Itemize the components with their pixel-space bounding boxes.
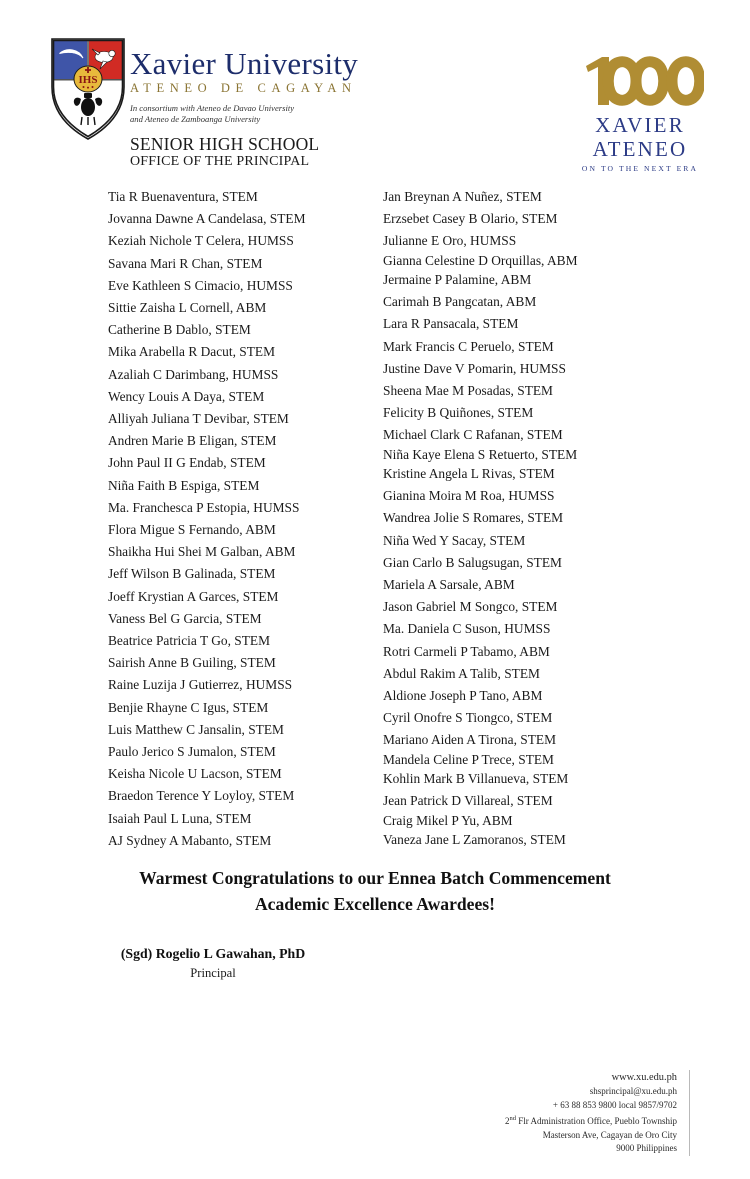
awardee-name-row: Lara R Pansacala, STEM: [383, 316, 519, 332]
awardee-name-row: Abdul Rakim A Talib, STEM: [383, 665, 540, 681]
awardee-name-row: Mark Francis C Peruelo, STEM: [383, 338, 554, 354]
footer-address-line-1: [347, 1112, 677, 1129]
awardee-name-row: Niña Faith B Espiga, STEM: [108, 477, 260, 493]
awardee-name-row: Tia R Buenaventura, STEM: [108, 189, 258, 204]
awardee-name-row: Joeff Krystian A Garces, STEM: [108, 588, 279, 604]
awardees-left-column: [108, 186, 380, 852]
congratulations-line-1: Warmest Congratulations to our Ennea Batch Commencement: [139, 868, 611, 888]
awardee-name-row: Ma. Franchesca P Estopia, HUMSS: [108, 499, 300, 515]
awardee-name-row: Gianna Celestine D Orquillas, ABM: [383, 252, 578, 268]
awardee-name-row: Sittie Zaisha L Cornell, ABM: [108, 300, 267, 316]
awardee-name-row: Aldione Joseph P Tano, ABM: [383, 688, 543, 704]
awardee-name-row: Sheena Mae M Posadas, STEM: [383, 383, 553, 399]
awardee-name-row: Mandela Celine P Trece, STEM: [383, 751, 554, 767]
awardee-name-row: Andren Marie B Eligan, STEM: [108, 433, 277, 449]
signatory-role: Principal: [190, 965, 236, 980]
awardee-name-row: Justine Dave V Pomarin, HUMSS: [383, 360, 566, 376]
department-title: SENIOR HIGH SCHOOL: [130, 133, 320, 154]
signatory-name: (Sgd) Rogelio L Gawahan, PhD: [120, 946, 306, 961]
awardee-name-row: Isaiah Paul L Luna, STEM: [108, 810, 252, 826]
centennial-tagline: ON TO THE NEXT ERA: [581, 164, 699, 174]
awardee-name-row: Wandrea Jolie S Romares, STEM: [383, 510, 564, 526]
awardee-name-row: Michael Clark C Rafanan, STEM: [383, 427, 563, 443]
awardee-name-row: Felicity B Quiñones, STEM: [383, 405, 534, 421]
centennial-name-line-1: XAVIER: [595, 113, 685, 137]
address-ordinal-suffix: nd: [509, 1115, 516, 1123]
awardee-name-row: Gian Carlo B Salugsugan, STEM: [383, 554, 562, 570]
awardee-name-row: Benjie Rhayne C Igus, STEM: [108, 699, 269, 715]
letterhead-header: [0, 30, 750, 175]
awardee-name-row: Jason Gabriel M Songco, STEM: [383, 599, 558, 615]
centennial-logo: [565, 50, 715, 173]
footer-website[interactable]: www.xu.edu.ph: [611, 1072, 677, 1083]
awardee-name-row: Mika Arabella R Dacut, STEM: [108, 344, 275, 360]
awardee-name-row: Mariela A Sarsale, ABM: [383, 577, 515, 593]
awardee-name-row: Keisha Nicole U Lacson, STEM: [108, 766, 282, 782]
awardee-name-row: Mariano Aiden A Tirona, STEM: [383, 732, 556, 748]
awardee-name-row: Beatrice Patricia T Go, STEM: [108, 633, 271, 649]
address-line-1-rest: Flr Administration Office, Pueblo Township: [515, 1116, 677, 1127]
xavier-university-coat-of-arms-icon: [48, 35, 128, 143]
congratulations-line-2: Academic Excellence Awardees!: [254, 894, 496, 914]
awardee-name-row: Julianne E Oro, HUMSS: [383, 233, 517, 249]
centennial-100-infinity-logo-icon: [576, 50, 704, 112]
consortium-note: [130, 103, 550, 125]
awardee-name-row: Kohlin Mark B Villanueva, STEM: [383, 771, 569, 787]
awardee-name-row: Keziah Nichole T Celera, HUMSS: [108, 233, 294, 249]
awardee-name-row: Niña Kaye Elena S Retuerto, STEM: [383, 446, 578, 462]
awardee-name-row: Catherine B Dablo, STEM: [108, 322, 251, 338]
awardee-name-row: AJ Sydney A Mabanto, STEM: [108, 832, 272, 848]
footer-address-line-3: 9000 Philippines: [616, 1143, 677, 1154]
awardee-name-row: John Paul II G Endab, STEM: [108, 455, 266, 471]
awardee-name-row: Rotri Carmeli P Tabamo, ABM: [383, 643, 550, 659]
awardee-name-row: Wency Louis A Daya, STEM: [108, 388, 265, 404]
awardee-name-row: Vaneza Jane L Zamoranos, STEM: [383, 831, 566, 847]
footer-contact-block: [347, 1070, 690, 1156]
awardee-name-row: Erzsebet Casey B Olario, STEM: [383, 211, 558, 227]
awardee-name-row: Eve Kathleen S Cimacio, HUMSS: [108, 277, 293, 293]
awardee-name-row: Jeff Wilson B Galinada, STEM: [108, 566, 276, 582]
footer-email[interactable]: shsprincipal@xu.edu.ph: [589, 1086, 677, 1096]
university-subtitle: ATENEO DE CAGAYAN: [130, 80, 357, 95]
awardee-name-row: Gianina Moira M Roa, HUMSS: [383, 488, 555, 504]
awardee-name-row: Jan Breynan A Nuñez, STEM: [383, 189, 542, 204]
awardee-name-row: Shaikha Hui Shei M Galban, ABM: [108, 544, 296, 560]
awardee-name-row: Cyril Onofre S Tiongco, STEM: [383, 710, 553, 726]
awardees-list: [0, 186, 750, 852]
congratulations-message: [60, 865, 690, 917]
awardee-name-row: Ma. Daniela C Suson, HUMSS: [383, 621, 551, 637]
address-ordinal-number: 2: [504, 1116, 510, 1127]
awardee-name-row: Jean Patrick D Villareal, STEM: [383, 793, 553, 809]
awardee-name-row: Luis Matthew C Jansalin, STEM: [108, 721, 284, 737]
consortium-line-2: and Ateneo de Zamboanga University: [130, 113, 261, 124]
awardee-name-row: Alliyah Juliana T Devibar, STEM: [108, 411, 289, 427]
footer-phone: + 63 88 853 9800 local 9857/9702: [552, 1099, 677, 1110]
awardee-name-row: Carimah B Pangcatan, ABM: [383, 294, 537, 310]
brand-block: [130, 48, 550, 171]
awardee-name-row: Kristine Angela L Rivas, STEM: [383, 466, 555, 482]
awardee-name-row: Jermaine P Palamine, ABM: [383, 272, 532, 288]
awardee-name-row: Braedon Terence Y Loyloy, STEM: [108, 788, 295, 804]
university-name: Xavier University: [130, 46, 359, 81]
awardee-name-row: Savana Mari R Chan, STEM: [108, 255, 263, 271]
awardee-name-row: Raine Luzija J Gutierrez, HUMSS: [108, 677, 293, 693]
awardee-name-row: Flora Migue S Fernando, ABM: [108, 522, 276, 538]
awardee-name-row: Niña Wed Y Sacay, STEM: [383, 532, 526, 548]
svg-text:IHS: IHS: [78, 74, 98, 86]
footer-address-line-2: Masterson Ave, Cagayan de Oro City: [542, 1129, 677, 1140]
awardee-name-row: Azaliah C Darimbang, HUMSS: [108, 366, 279, 382]
awardee-name-row: Craig Mikel P Yu, ABM: [383, 812, 513, 828]
signature-block: [83, 946, 343, 981]
awardee-name-row: Vaness Bel G Garcia, STEM: [108, 610, 262, 626]
awardee-name-row: Jovanna Dawne A Candelasa, STEM: [108, 211, 306, 227]
office-title: OFFICE OF THE PRINCIPAL: [130, 154, 310, 170]
awardee-name-row: Sairish Anne B Guiling, STEM: [108, 655, 276, 671]
consortium-line-1: In consortium with Ateneo de Davao University: [130, 102, 295, 113]
awardees-right-column: [383, 186, 683, 852]
awardee-name-row: Paulo Jerico S Jumalon, STEM: [108, 744, 276, 760]
centennial-name-line-2: ATENEO: [592, 137, 688, 162]
